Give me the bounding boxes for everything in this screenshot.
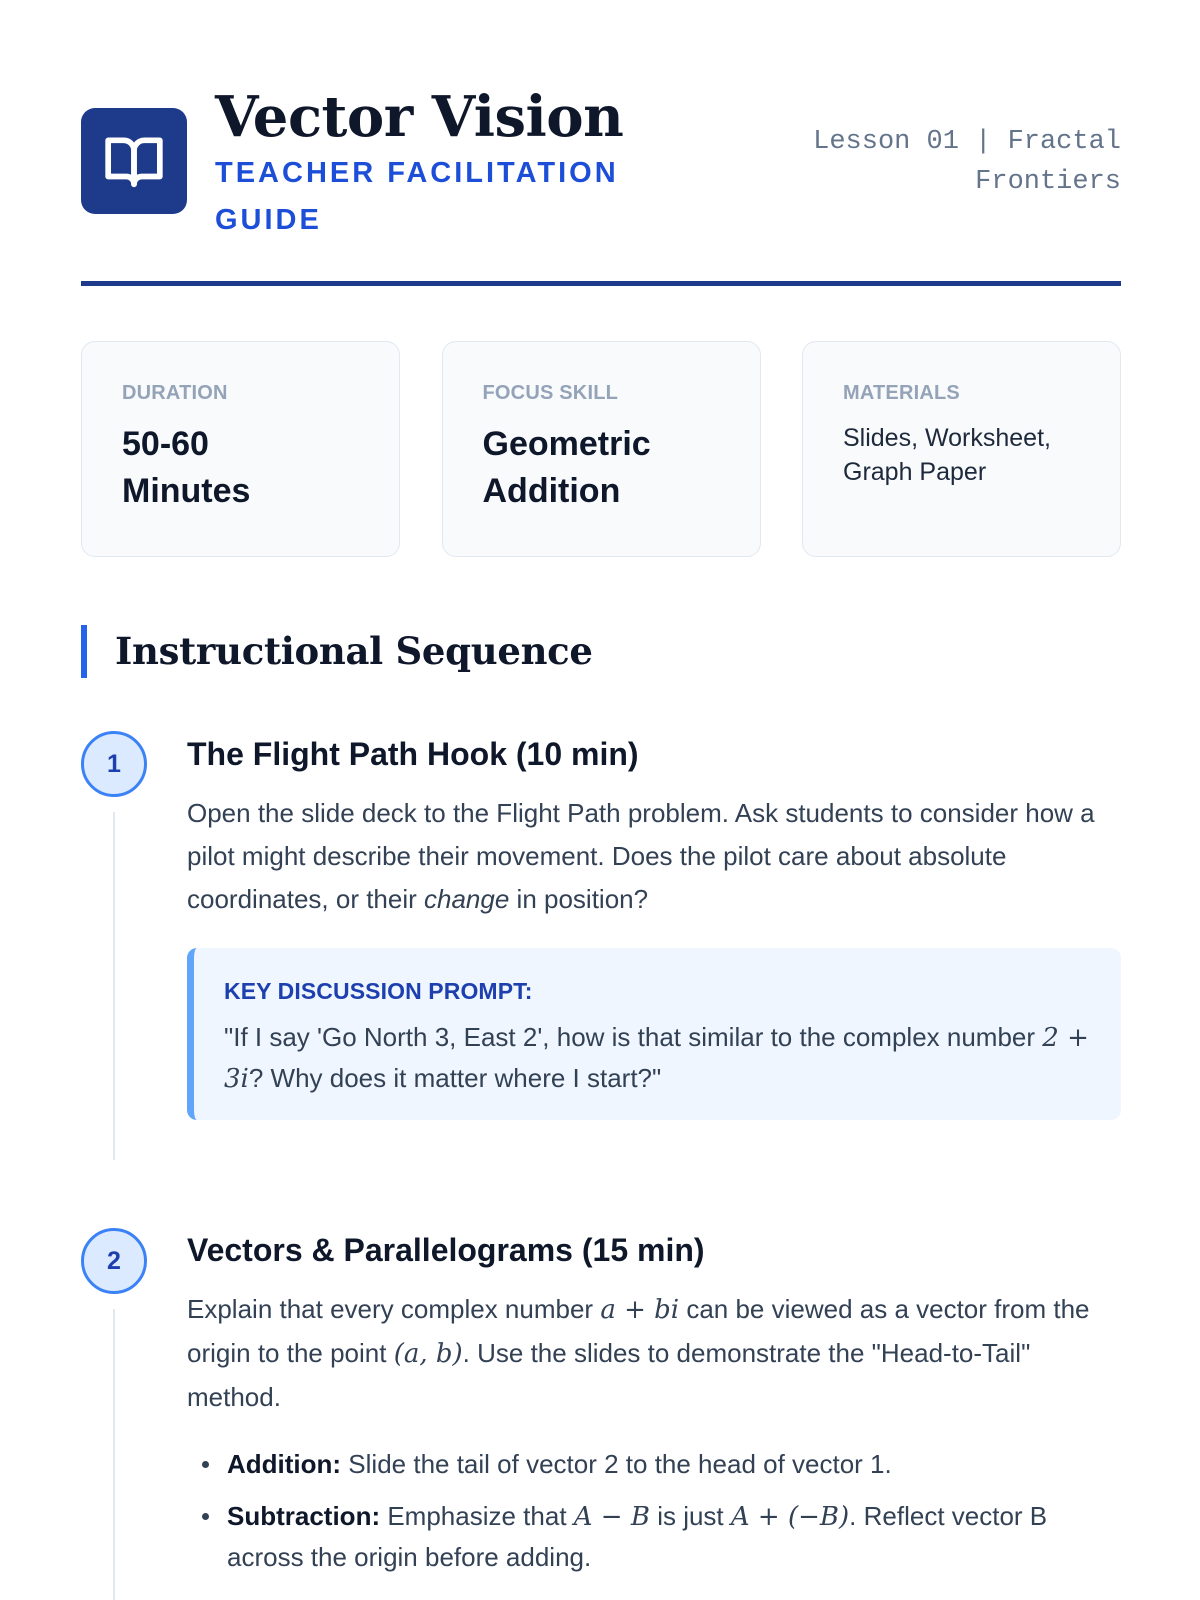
list-item (187, 1444, 1122, 1484)
card-value: 50-60 Minutes (122, 425, 251, 510)
logo (81, 108, 187, 214)
math-expression: (a, b) (393, 1339, 463, 1369)
bullet-text: . Reflect vector B across the origin before adding. (227, 1501, 1048, 1572)
bullet-text: Emphasize that (380, 1501, 574, 1531)
bullet-label: Addition: (227, 1449, 342, 1479)
card-duration (81, 341, 400, 557)
step-description (187, 792, 1122, 921)
section-title: Instructional Sequence (81, 625, 593, 678)
page-title: Vector Vision (215, 84, 624, 150)
step-number-badge: 2 (81, 1228, 147, 1294)
open-book-icon (103, 130, 165, 192)
info-cards (81, 341, 1121, 557)
step-text: Explain that every complex number (187, 1294, 601, 1324)
bullet-label: Subtraction: (227, 1501, 381, 1531)
bullet-text: is just (649, 1501, 731, 1531)
step-number-badge: 1 (81, 731, 147, 797)
step-text: in position? (509, 884, 649, 914)
step-bullet-list (187, 1444, 1122, 1589)
math-expression: a + bi (600, 1295, 680, 1325)
step-title: The Flight Path Hook (10 min) (187, 736, 639, 772)
lesson-meta: Lesson 01 | Fractal Frontiers (813, 127, 1121, 197)
prompt-quote: "If I say 'Go North 3, East 2', how is that similar to the complex number (224, 1022, 1043, 1052)
page-header (81, 84, 1121, 244)
card-label: MATERIALS (843, 382, 960, 404)
step-text: . Use the slides to demonstrate the "Head-to-Tail" method. (187, 1338, 1031, 1412)
card-focus-skill (442, 341, 761, 557)
card-materials (802, 341, 1121, 557)
card-label: FOCUS SKILL (482, 382, 619, 404)
prompt-text (224, 1017, 1091, 1099)
prompt-quote: ? Why does it matter where I start?" (248, 1063, 662, 1093)
card-value: Slides, Worksheet, Graph Paper (843, 424, 1051, 486)
card-value: Geometric Addition (482, 425, 651, 510)
step-connector-line (113, 1309, 115, 1600)
step-description (187, 1288, 1122, 1419)
step-text: can be viewed as a vector from the origin to the point (187, 1294, 1090, 1368)
header-divider (81, 281, 1121, 286)
step-connector-line (113, 812, 115, 1160)
card-label: DURATION (122, 382, 228, 404)
math-expression: A − B (573, 1502, 650, 1532)
list-item (187, 1496, 1122, 1577)
prompt-label: KEY DISCUSSION PROMPT: (224, 978, 533, 1004)
page-subtitle: TEACHER FACILITATION GUIDE (215, 157, 619, 236)
emphasis-text: change (424, 884, 510, 914)
math-expression: A + (−B) (730, 1502, 850, 1532)
math-expression: 2 + 3i (224, 1023, 1089, 1094)
step-text: Open the slide deck to the Flight Path problem. Ask students to consider how a pilot might describe their movement. Does the pilot care about absolute coordinates, or their (187, 798, 1095, 914)
discussion-prompt-box (187, 948, 1121, 1120)
bullet-text: Slide the tail of vector 2 to the head of vector 1. (341, 1449, 892, 1479)
step-title: Vectors & Parallelograms (15 min) (187, 1232, 705, 1268)
